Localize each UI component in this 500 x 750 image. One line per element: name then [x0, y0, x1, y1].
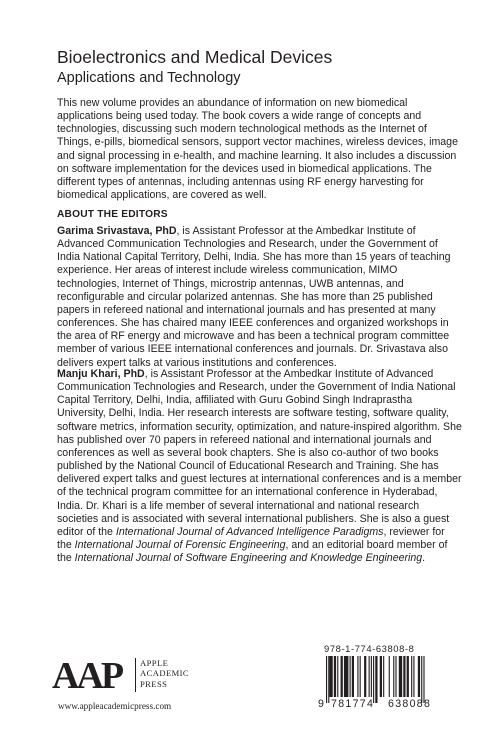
editor-bio-text-srivastava: , is Assistant Professor at the Ambedkar Institute of Advanced Communication Technologies and Research, under the Government of India National Capital Territory, Delhi, India. She has more than 15 years of teaching experience. Her areas of interest include wireless communication, MIMO technologies, Internet of Things, microstrip antennas, UWB antennas, and reconfigurable and circular polarized antennas. She has more than 25 published papers in refereed national and international journals and has presented at many conferences. She has chaired many IEEE conferences and organized workshops in the area of RF energy and microwave and has been a technical program committee member of various IEEE international conferences and journals. Dr. Srivastava also delivers expert talks at various institutions and conferences.: [57, 225, 451, 369]
editor-bio-text-khari-2: , reviewer for the: [57, 525, 445, 552]
editor-name-khari: Manju Khari, PhD: [57, 368, 145, 380]
isbn-number: 978-1-774-63808-8: [324, 643, 415, 654]
aap-logo-lettering: AAP: [52, 655, 122, 694]
book-description: This new volume provides an abundance of information on new biomedical applications being used today. The book covers a wide range of concepts and technologies, discussing such modern technological methods as the Internet of Things, e-pills, biomedical sensors, support vector machines, wireless devices, image and signal processing in e-health, and machine learning. It also includes a discussion on software implementation for the devices used in biomedical applications. The different types of antennas, including antennas using RF energy harvesting for biomedical applications, are covered as well.: [57, 97, 458, 202]
publisher-logo: [52, 652, 192, 694]
book-subtitle: Applications and Technology: [57, 70, 241, 86]
editor-bio-srivastava: [57, 225, 462, 370]
editor-bio-khari: [57, 368, 462, 565]
editor-name-srivastava: Garima Srivastava, PhD: [57, 225, 177, 237]
barcode-digits: [318, 698, 445, 712]
editor-bio-text-khari: , is Assistant Professor at the Ambedkar Institute of Advanced Communication Technologies and Research, under the Government of India National Capital Territory, Delhi, India, affiliated with Guru Gobind Singh Indraprastha University, Delhi, India. Her research interests are software testing, software quality, software metrics, information security, optimization, and nature-inspired algorithm. She has published over 70 papers in refereed national and international journals and conferences as well as several book chapters. She is also co-author of two books published by the National Council of Educational Research and Training. She has delivered expert talks and guest lectures at international conferences and is a member of the technical program committee for an international conference in Hyderabad, India. Dr. Khari is a life member of several international and national research societies and is associated with several international publishers. She is also a guest editor of the: [57, 368, 462, 538]
barcode-digits-right: 638088: [388, 698, 432, 710]
barcode-digit-first: 9: [318, 698, 324, 710]
publisher-name: [140, 658, 210, 689]
book-title: Bioelectronics and Medical Devices: [57, 47, 333, 67]
journal-title-aip: International Journal of Advanced Intelligence Paradigms: [115, 525, 384, 538]
barcode-digits-left: 781774: [331, 698, 375, 710]
logo-divider: [135, 658, 136, 692]
journal-title-ijfe: International Journal of Forensic Engineering: [74, 539, 286, 552]
aap-logo-mark: [52, 652, 130, 694]
publisher-website: www.appleacademicpress.com: [58, 701, 172, 711]
journal-title-ijseke: International Journal of Software Engineering and Knowledge Engineering: [74, 552, 423, 565]
publisher-name-line1: APPLE: [140, 658, 169, 668]
editors-heading: ABOUT THE EDITORS: [57, 209, 168, 220]
editor-bio-text-khari-end: .: [422, 552, 426, 565]
editor-bio-text-khari-3: , and an editorial board member of the: [57, 539, 448, 565]
publisher-name-line2: ACADEMIC: [140, 668, 190, 679]
publisher-name-line3: PRESS: [140, 678, 168, 689]
